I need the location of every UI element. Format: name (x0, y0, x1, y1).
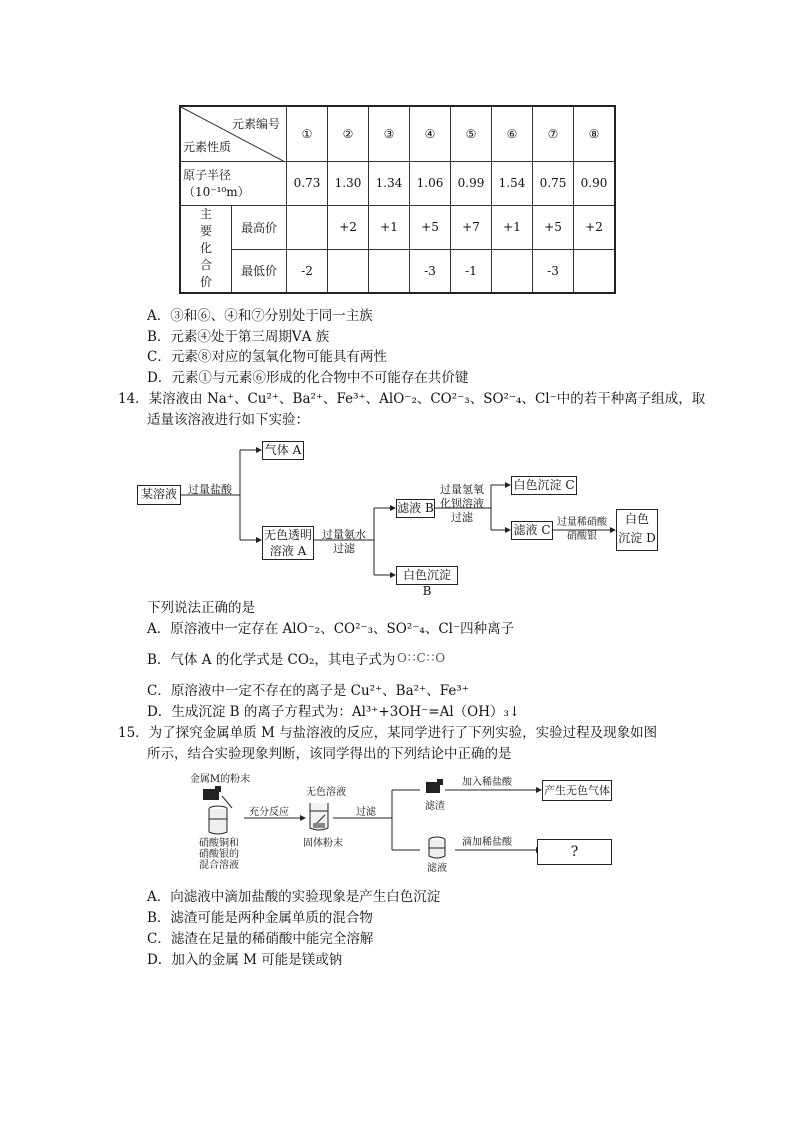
q14-option-b: B．气体 A 的化学式是 CO₂，其电子式为 (147, 652, 396, 668)
baoh-line2: 化钡溶液 (440, 497, 484, 510)
filtrate-c-box: 滤液 C (511, 521, 553, 540)
valence-char-3: 化 (199, 241, 212, 256)
min-valence-1: -2 (287, 249, 328, 293)
header-element-number: 元素编号 (231, 117, 280, 131)
gas-a-box: 气体 A (262, 441, 304, 460)
filtrate-b-box: 滤液 B (396, 499, 435, 518)
q14-option-a: A．原溶液中一定存在 AlO⁻₂、CO²⁻₃、SO²⁻₄、Cl⁻四种离子 (147, 621, 515, 637)
mixed-solution-label (196, 838, 242, 871)
radius-4: 1.06 (410, 161, 451, 205)
baoh-line1: 过量氢氧 (440, 483, 484, 496)
radius-6: 1.54 (492, 161, 533, 205)
radius-1: 0.73 (287, 161, 328, 205)
mix-line1: 硝酸铜和 (199, 838, 239, 849)
solution-a-line2: 溶液 A (269, 544, 307, 558)
max-valence-2: +2 (328, 205, 369, 249)
max-valence-3: +1 (369, 205, 410, 249)
filtrate-beaker-icon (427, 836, 447, 860)
element-number-2: ② (328, 106, 369, 161)
q15-option-d: D．加入的金属 M 可能是镁或钠 (147, 952, 343, 968)
element-number-7: ⑦ (533, 106, 574, 161)
min-valence-7: -3 (533, 249, 574, 293)
q15-option-b: B．滤渣可能是两种金属单质的混合物 (147, 910, 373, 926)
q13-option-d: D．元素①与元素⑥形成的化合物中不可能存在共价键 (147, 370, 469, 386)
valence-char-5: 价 (199, 275, 212, 290)
metal-m-label: 金属M的粉末 (189, 774, 251, 785)
ag-line1: 过量稀硝酸 (557, 517, 607, 528)
residue-bottle-icon (425, 779, 445, 795)
precipitate-b-box: 白色沉淀 B (396, 566, 458, 585)
q15-stem-line1: 15．为了探究金属单质 M 与盐溶液的反应，某同学进行了下列实验，实验过程及现象如图 (118, 725, 658, 741)
valence-char-2: 要 (199, 224, 212, 239)
q14-option-d: D．生成沉淀 B 的离子方程式为：Al³⁺+3OH⁻=Al（OH）₃↓ (147, 704, 521, 720)
mix-line3: 混合溶液 (199, 860, 239, 871)
add-dilute-hcl-label: 加入稀盐酸 (462, 777, 512, 788)
radius-3: 1.34 (369, 161, 410, 205)
drip-dilute-hcl-label: 滴加稀盐酸 (462, 837, 512, 848)
element-number-4: ④ (410, 106, 451, 161)
mix-line2: 硝酸银的 (199, 849, 239, 860)
q15-option-a: A．向滤液中滴加盐酸的实验现象是产生白色沉淀 (147, 889, 441, 905)
max-valence-8: +2 (574, 205, 616, 249)
header-element-property: 元素性质 (183, 139, 232, 154)
max-valence-label: 最高价 (232, 205, 287, 249)
ag-line2: 硝酸银 (567, 531, 597, 542)
ammonia-line2: 过滤 (333, 542, 355, 555)
min-valence-label: 最低价 (232, 249, 287, 293)
q13-option-b: B．元素④处于第三周期ⅤA 族 (147, 329, 330, 345)
radius-2: 1.30 (328, 161, 369, 205)
residue-label: 滤渣 (425, 801, 445, 812)
baoh-line3: 过滤 (451, 511, 473, 524)
unknown-result-box: ? (537, 839, 612, 865)
element-number-5: ⑤ (451, 106, 492, 161)
q13-option-c: C．元素⑧对应的氢氧化物可能具有两性 (147, 349, 387, 365)
max-valence-7: +5 (533, 205, 574, 249)
radius-7: 0.75 (533, 161, 574, 205)
filtrate-label: 滤液 (427, 863, 447, 874)
powder-bottle-icon (201, 786, 223, 802)
q14-question: 下列说法正确的是 (147, 600, 255, 616)
excess-hcl-label: 过量盐酸 (188, 483, 232, 496)
precip-d-line2: 沉淀 D (618, 531, 656, 545)
min-valence-5: -1 (451, 249, 492, 293)
max-valence-5: +7 (451, 205, 492, 249)
max-valence-4: +5 (410, 205, 451, 249)
co2-electron-formula: O∷C∷O (397, 651, 447, 665)
solution-a-line1: 无色透明 (263, 528, 312, 542)
q14-stem-line2: 适量该溶液进行如下实验： (147, 412, 309, 428)
radius-8: 0.90 (574, 161, 616, 205)
element-number-3: ③ (369, 106, 410, 161)
element-number-6: ⑥ (492, 106, 533, 161)
colorless-gas-box: 产生无色气体 (542, 780, 612, 801)
max-valence-6: +1 (492, 205, 533, 249)
q15-stem-line2: 所示，结合实验现象判断，该同学得出的下列结论中正确的是 (147, 746, 512, 762)
start-solution-box: 某溶液 (137, 485, 181, 505)
radius-label: 原子半径（10⁻¹⁰m） (180, 161, 287, 205)
valence-char-4: 合 (199, 258, 212, 273)
precip-d-line1: 白色 (624, 512, 649, 526)
q14-option-c: C．原溶液中一定不存在的离子是 Cu²⁺、Ba²⁺、Fe³⁺ (147, 683, 469, 699)
reaction-beaker-icon (307, 801, 331, 833)
element-number-1: ① (287, 106, 328, 161)
precipitate-c-box: 白色沉淀 C (511, 476, 577, 495)
colorless-solution-label: 无色溶液 (306, 787, 346, 798)
q14-stem-line1: 14．某溶液由 Na⁺、Cu²⁺、Ba²⁺、Fe³⁺、AlO⁻₂、CO²⁻₃、SO²⁻₄、Cl⁻中的若干种离子组成，取 (118, 391, 706, 407)
min-valence-4: -3 (410, 249, 451, 293)
q15-option-c: C．滤渣在足量的稀硝酸中能完全溶解 (147, 931, 374, 947)
radius-5: 0.99 (451, 161, 492, 205)
element-number-8: ⑧ (574, 106, 616, 161)
q13-option-a: A．③和⑥、④和⑦分别处于同一主族 (147, 308, 373, 324)
full-reaction-label: 充分反应 (249, 807, 289, 818)
filter-label: 过滤 (356, 807, 376, 818)
ammonia-line1: 过量氨水 (322, 528, 366, 541)
beaker-icon (205, 805, 231, 837)
valence-char-1: 主 (199, 207, 212, 222)
solid-powder-label: 固体粉末 (303, 838, 343, 849)
